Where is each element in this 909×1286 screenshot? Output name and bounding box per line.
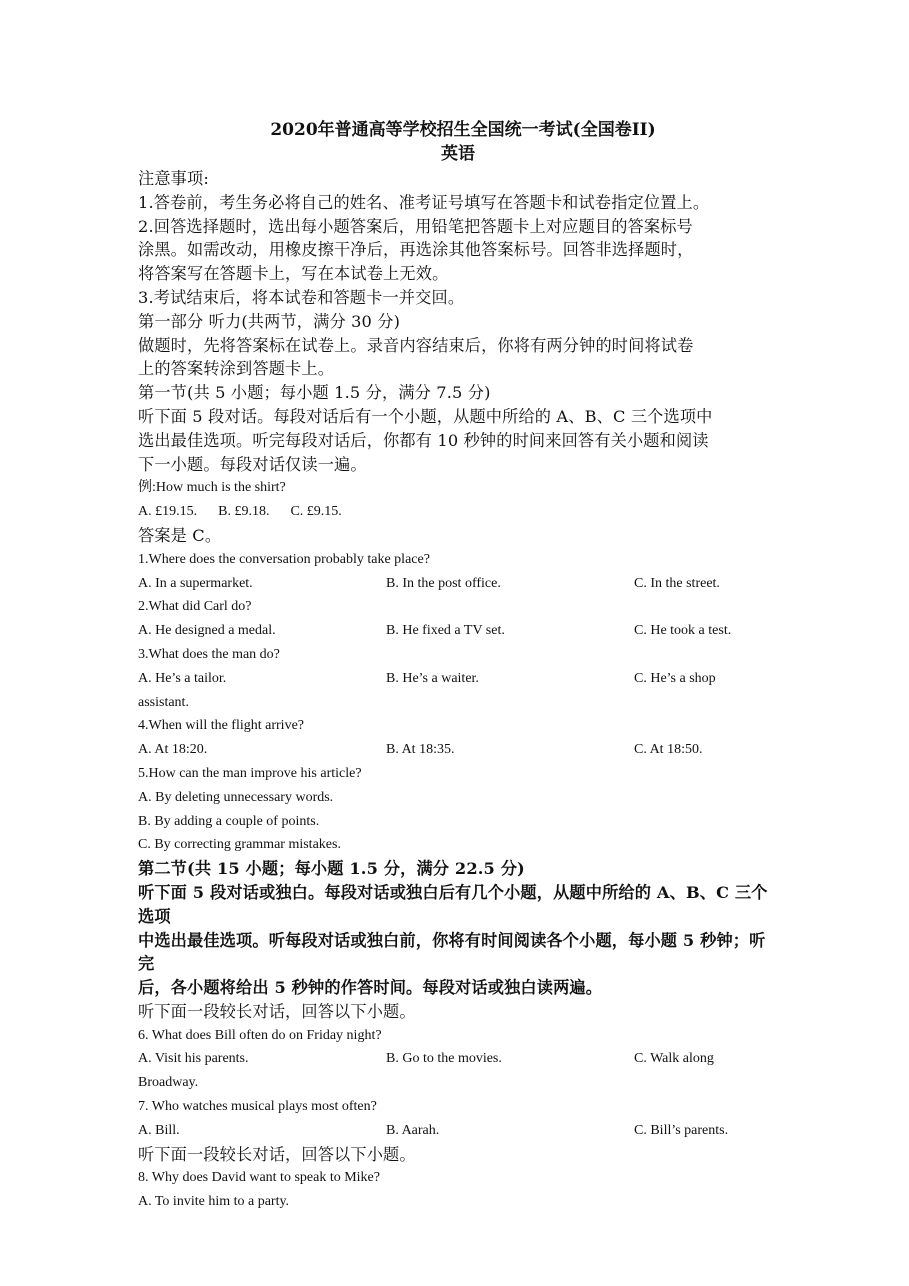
question-4-option-b: B. At 18:35. xyxy=(386,742,455,758)
question-3-option-b: B. He’s a waiter. xyxy=(386,670,479,686)
question-2-stem: 2.What did Carl do? xyxy=(138,599,252,615)
question-7-stem: 7. Who watches musical plays most often? xyxy=(138,1099,377,1115)
question-4-stem: 4.When will the flight arrive? xyxy=(138,718,304,734)
part1-intro-line-2: 上的答案转涂到答题卡上。 xyxy=(138,359,335,379)
question-6-option-c: C. Walk along xyxy=(634,1051,714,1067)
section1-heading: 第一节(共 5 小题；每小题 1.5 分，满分 7.5 分) xyxy=(138,383,491,403)
question-2-option-b: B. He fixed a TV set. xyxy=(386,623,505,639)
question-1-stem: 1.Where does the conversation probably take place? xyxy=(138,551,430,567)
section1-intro-line-3: 下一小题。每段对话仅读一遍。 xyxy=(138,454,367,474)
note-item-2-line-2: 涂黑。如需改动，用橡皮擦干净后，再选涂其他答案标号。回答非选择题时， xyxy=(138,240,694,260)
passage-1-intro: 听下面一段较长对话，回答以下小题。 xyxy=(138,1001,416,1021)
question-8-option-a: A. To invite him to a party. xyxy=(138,1194,290,1210)
note-item-1: 1.答卷前，考生务必将自己的姓名、准考证号填写在答题卡和试卷指定位置上。 xyxy=(138,192,710,212)
question-7-option-c: C. Bill’s parents. xyxy=(634,1122,729,1138)
question-5-stem: 5.How can the man improve his article? xyxy=(138,765,362,781)
section1-intro-line-2: 选出最佳选项。听完每段对话后，你都有 10 秒钟的时间来回答有关小题和阅读 xyxy=(138,430,709,450)
section2-intro-line-3: 后，各小题将给出 5 秒钟的作答时间。每段对话或独白读两遍。 xyxy=(138,978,603,998)
question-6-option-c-continued: Broadway. xyxy=(138,1075,199,1091)
question-3-stem: 3.What does the man do? xyxy=(138,646,280,662)
question-2-option-a: A. He designed a medal. xyxy=(138,623,276,639)
question-3-options xyxy=(138,667,778,691)
question-4-option-c: C. At 18:50. xyxy=(634,742,703,758)
exam-page xyxy=(138,118,778,1214)
question-1-option-c: C. In the street. xyxy=(634,575,720,591)
question-6-option-a: A. Visit his parents. xyxy=(138,1051,249,1067)
question-8-stem: 8. Why does David want to speak to Mike? xyxy=(138,1170,380,1186)
question-6-option-b: B. Go to the movies. xyxy=(386,1051,502,1067)
example-question: 例:How much is the shirt? xyxy=(138,480,286,496)
note-item-2-line-3: 将答案写在答题卡上，写在本试卷上无效。 xyxy=(138,264,449,284)
notes-heading: 注意事项: xyxy=(138,169,209,188)
question-6-stem: 6. What does Bill often do on Friday night? xyxy=(138,1027,382,1043)
question-4-options xyxy=(138,738,778,762)
exam-subject: 英语 xyxy=(441,144,475,164)
question-5-option-a: A. By deleting unnecessary words. xyxy=(138,789,334,805)
section2-intro-line-1: 听下面 5 段对话或独白。每段对话或独白后有几个小题，从题中所给的 A、B、C 三个选项 xyxy=(138,882,768,926)
section1-intro-line-1: 听下面 5 段对话。每段对话后有一个小题，从题中所给的 A、B、C 三个选项中 xyxy=(138,406,713,426)
question-2-options xyxy=(138,619,778,643)
question-3-option-c: C. He’s a shop xyxy=(634,670,716,686)
question-6-options xyxy=(138,1047,778,1071)
note-item-3: 3.考试结束后，将本试卷和答题卡一并交回。 xyxy=(138,287,465,307)
question-4-option-a: A. At 18:20. xyxy=(138,742,208,758)
question-1-option-a: A. In a supermarket. xyxy=(138,575,253,591)
question-7-option-b: B. Aarah. xyxy=(386,1122,440,1138)
section2-intro-line-2: 中选出最佳选项。听每段对话或独白前，你将有时间阅读各个小题，每小题 5 秒钟；听完 xyxy=(138,930,766,974)
question-1-option-b: B. In the post office. xyxy=(386,575,501,591)
question-5-option-c: C. By correcting grammar mistakes. xyxy=(138,837,341,853)
example-answer: 答案是 C。 xyxy=(138,525,222,545)
question-3-option-a: A. He’s a tailor. xyxy=(138,670,227,686)
part1-heading: 第一部分 听力(共两节，满分 30 分) xyxy=(138,311,401,331)
question-5-option-b: B. By adding a couple of points. xyxy=(138,813,320,829)
exam-title: 2020年普通高等学校招生全国统一考试(全国卷II) xyxy=(270,120,656,140)
question-7-option-a: A. Bill. xyxy=(138,1122,180,1138)
example-options: A. £19.15. B. £9.18. C. £9.15. xyxy=(138,504,342,520)
section2-heading: 第二节(共 15 小题；每小题 1.5 分，满分 22.5 分) xyxy=(138,859,525,879)
question-3-option-c-continued: assistant. xyxy=(138,694,189,710)
question-7-options xyxy=(138,1119,778,1143)
note-item-2-line-1: 2.回答选择题时，选出每小题答案后，用铅笔把答题卡上对应题目的答案标号 xyxy=(138,216,693,236)
passage-2-intro: 听下面一段较长对话，回答以下小题。 xyxy=(138,1144,416,1164)
part1-intro-line-1: 做题时，先将答案标在试卷上。录音内容结束后，你将有两分钟的时间将试卷 xyxy=(138,335,694,355)
question-2-option-c: C. He took a test. xyxy=(634,623,732,639)
question-1-options xyxy=(138,572,778,596)
